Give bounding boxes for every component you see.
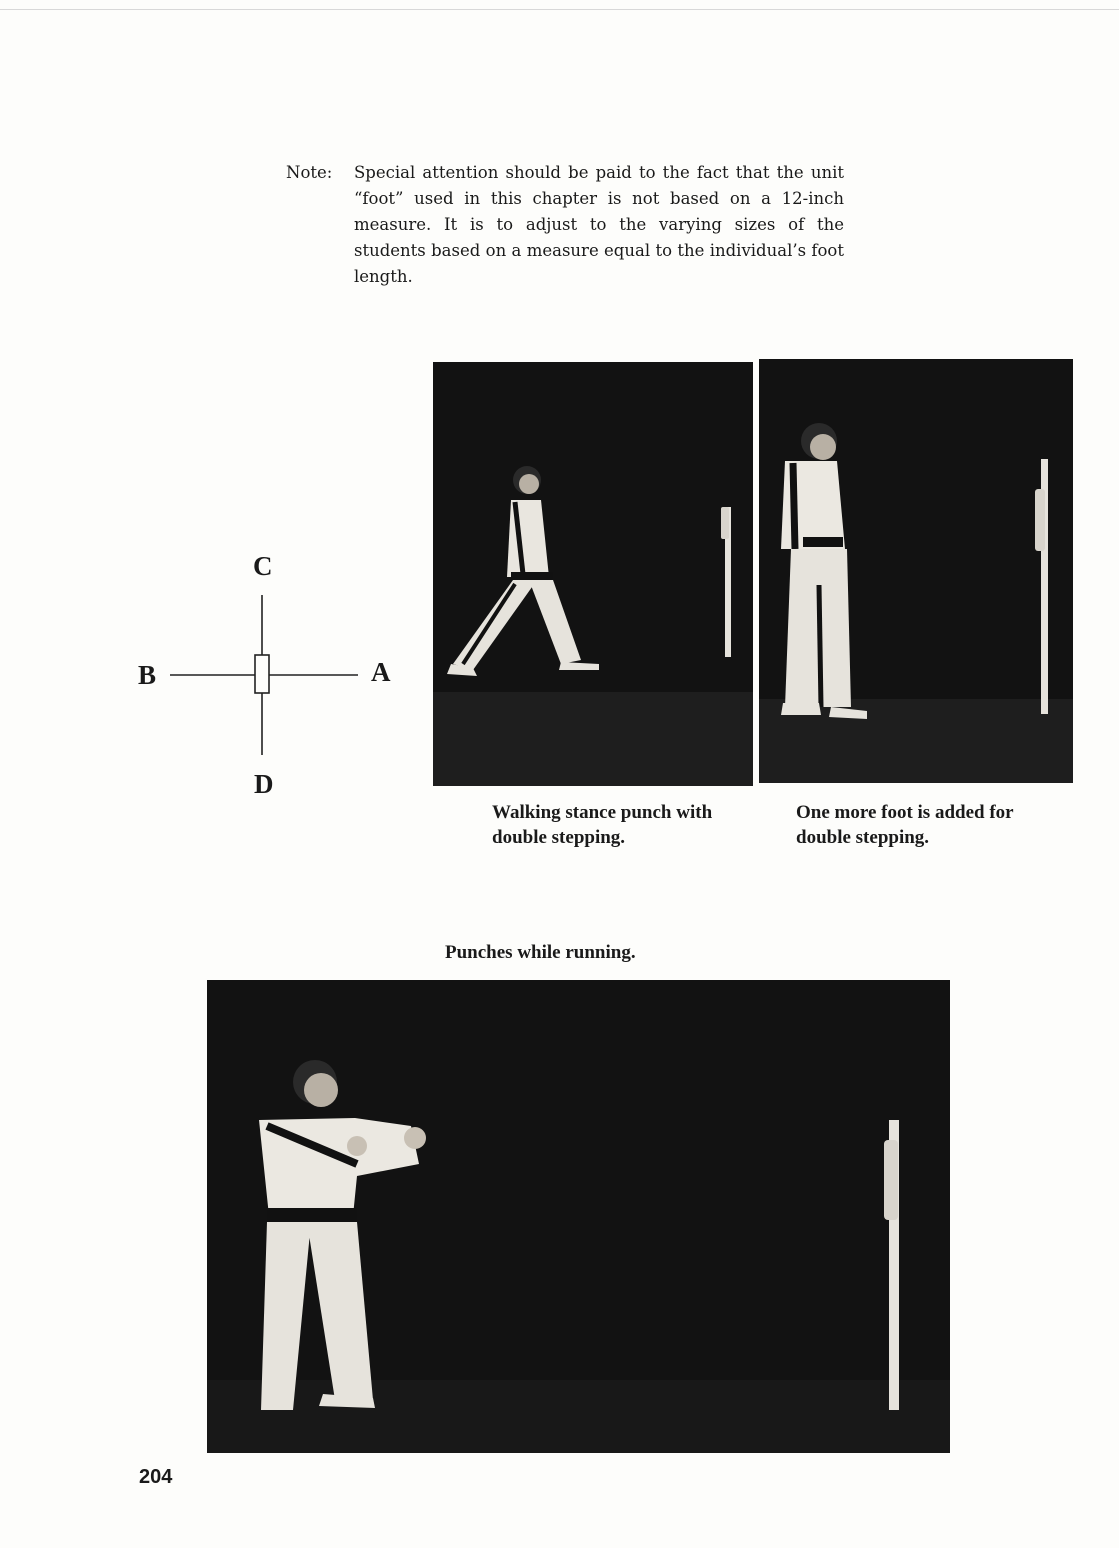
direction-label-a: A: [371, 657, 391, 687]
target-pad: [721, 507, 729, 539]
student-fist: [404, 1127, 426, 1149]
page-number: 204: [139, 1466, 173, 1488]
photo-punches-running: [207, 980, 950, 1453]
note-text: Special attention should be paid to the fact that the unit “foot” used in this chapter is not based on a 12-inch measure. It is to adjust to the varying sizes of the students based on a measure equal to the individual’s foot length.: [354, 163, 844, 286]
photo-double-stepping: [759, 359, 1073, 783]
student-right-leg: [307, 1222, 373, 1400]
walking-stance-illustration: [433, 362, 753, 786]
direction-label-c: C: [253, 551, 273, 581]
direction-cross: [130, 545, 410, 805]
direction-label-d: D: [254, 769, 274, 799]
caption-walking-stance: Walking stance punch with double stepping.: [492, 802, 713, 848]
target-pad: [884, 1140, 898, 1220]
caption-double-stepping: One more foot is added for double stepping.: [796, 802, 1014, 848]
direction-diagram: [130, 545, 410, 805]
caption-running: Punches while running.: [445, 942, 636, 963]
student-belt: [511, 572, 553, 580]
target-pad: [1035, 489, 1045, 551]
student-belt: [803, 537, 843, 547]
direction-label-b: B: [138, 660, 157, 690]
top-edge-line: [0, 9, 1119, 10]
note-label: Note:: [286, 163, 333, 182]
student-uniform-top: [507, 500, 549, 577]
photo-walking-stance: [433, 362, 753, 786]
student-belt: [267, 1208, 357, 1222]
student-front-leg: [529, 580, 581, 664]
center-position-marker: [255, 655, 269, 693]
double-stepping-illustration: [759, 359, 1073, 783]
punches-running-illustration: [207, 980, 950, 1453]
